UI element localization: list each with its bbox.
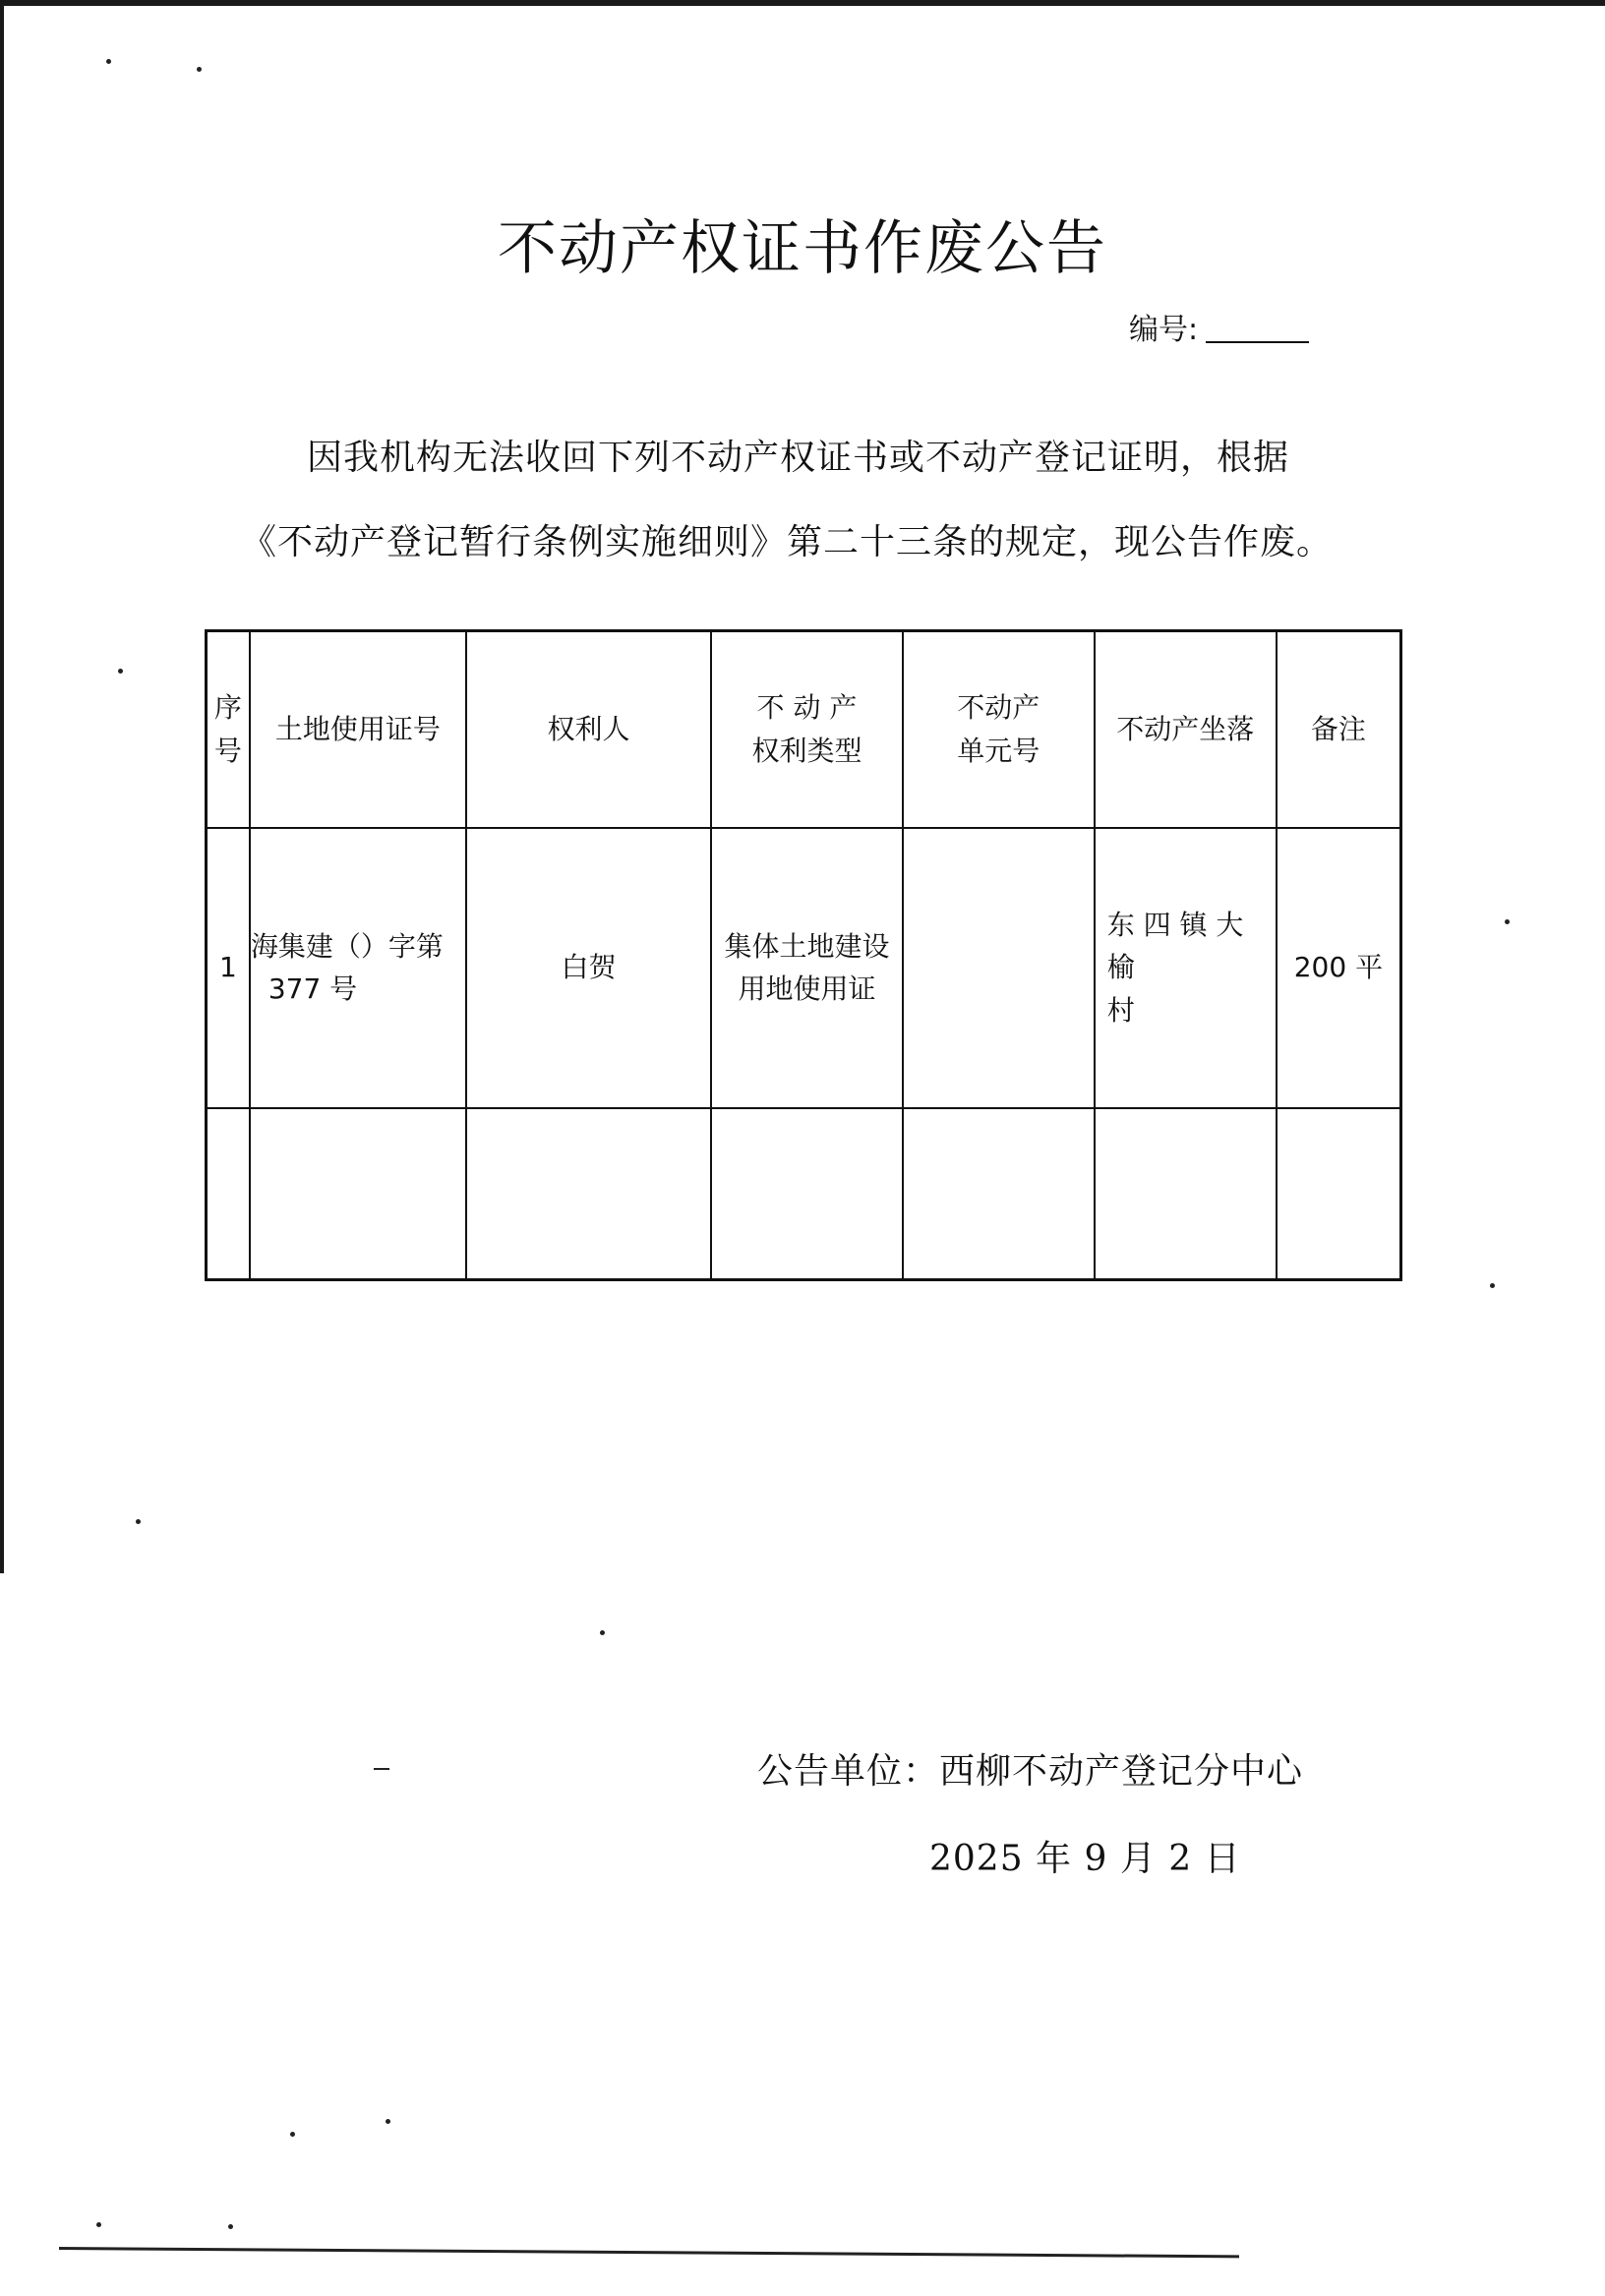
cell-unit-number [903,828,1095,1108]
table-row [207,828,1401,1108]
table-header-row [207,631,1401,828]
scan-speck [1505,919,1510,924]
header-unit-number [903,631,1095,828]
cell-empty [207,1108,250,1280]
cell-note: 200 平 [1277,828,1401,1108]
scan-speck [290,2132,295,2137]
document-number-blank [1206,341,1309,343]
header-location: 不动产坐落 [1095,631,1277,828]
cell-empty [711,1108,903,1280]
scan-speck [96,2222,101,2227]
scan-speck [386,2119,390,2124]
header-seq-line-2: 号 [213,734,242,767]
stray-dash-mark [374,1768,389,1770]
scan-speck [106,59,111,64]
cell-right-type-line-1: 集体土地建设 [724,929,890,963]
header-note: 备注 [1277,631,1401,828]
cell-cert-number-line-2: 377 号 [268,972,358,1005]
scan-speck [228,2224,233,2229]
cell-owner: 白贺 [466,828,711,1108]
header-seq [207,631,250,828]
header-owner: 权利人 [466,631,711,828]
cell-empty [903,1108,1095,1280]
cell-cert-number-line-1: 海集建（）字第 [250,929,444,963]
header-right-type [711,631,903,828]
header-right-type-line-1: 不 动 产 [756,691,858,725]
cell-empty [1095,1108,1277,1280]
notice-paragraph-line-2: 《不动产登记暂行条例实施细则》第二十三条的规定，现公告作废。 [241,522,1334,562]
header-seq-line-1: 序 [213,691,242,725]
cell-empty [1277,1108,1401,1280]
cell-location [1095,828,1277,1108]
document-title: 不动产权证书作废公告 [498,214,1107,283]
scan-speck [1490,1283,1495,1288]
document-number-label: 编号: [1129,313,1199,347]
scan-speck [136,1519,141,1524]
notice-paragraph-line-1: 因我机构无法收回下列不动产权证书或不动产登记证明，根据 [307,438,1290,478]
issue-date: 2025 年 9 月 2 日 [929,1839,1241,1879]
cell-location-line-2: 村 [1106,993,1135,1027]
header-unit-number-line-1: 不动产 [957,691,1040,725]
scan-edge-top [0,0,1605,6]
scan-speck [600,1630,605,1635]
void-certificate-table [205,629,1402,1281]
cell-right-type-line-2: 用地使用证 [738,972,876,1005]
cell-right-type [711,828,903,1108]
header-unit-number-line-2: 单元号 [957,734,1040,767]
header-right-type-line-2: 权利类型 [751,734,862,767]
cell-location-line-1: 东 四 镇 大 榆 [1106,908,1244,984]
scan-edge-bottom [59,2247,1239,2258]
cell-empty [250,1108,466,1280]
cell-empty [466,1108,711,1280]
cell-seq: 1 [207,828,250,1108]
scan-speck [197,67,202,72]
cell-cert-number [250,828,466,1108]
issuing-unit: 公告单位：西柳不动产登记分中心 [757,1751,1304,1792]
header-cert-number: 土地使用证号 [250,631,466,828]
table-row-empty [207,1108,1401,1280]
scan-speck [118,669,123,674]
document-number [1129,305,1309,348]
